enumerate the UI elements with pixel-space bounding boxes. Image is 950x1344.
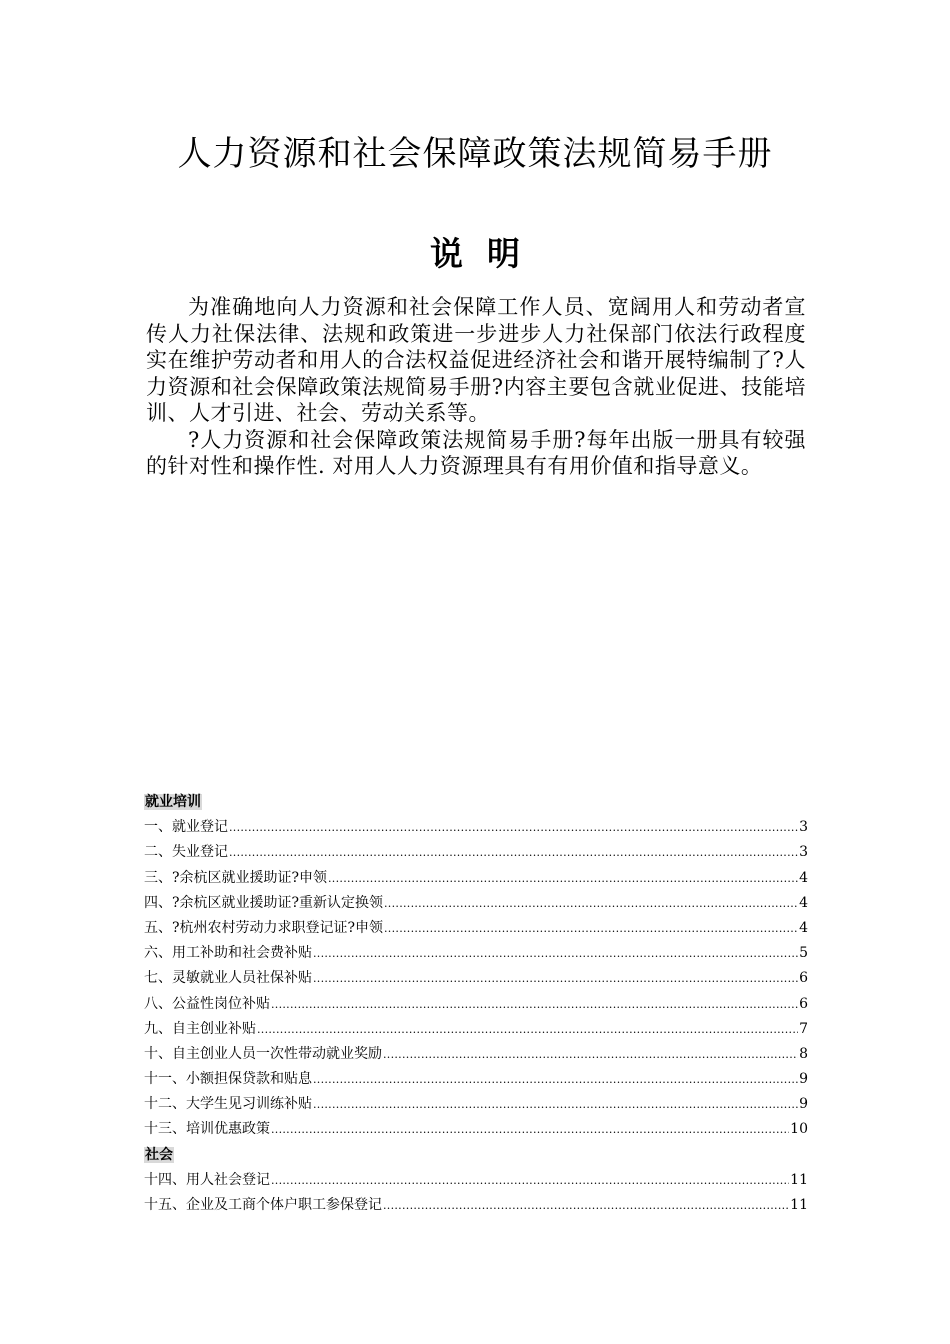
toc-entry-page: 3: [799, 819, 808, 836]
toc-entry-page: 5: [799, 945, 808, 962]
toc-group-heading: [144, 790, 808, 815]
toc-entry-label: 八、公益性岗位补贴: [144, 995, 270, 1012]
toc-entry-page: 8: [799, 1045, 808, 1062]
toc-entry[interactable]: [144, 1092, 808, 1117]
toc-leader: [384, 916, 798, 941]
toc-entry-label: 四、?余杭区就业援助证?重新认定换领: [144, 894, 384, 911]
toc-leader: [229, 815, 798, 840]
document-title: 人力资源和社会保障政策法规简易手册: [177, 134, 773, 174]
toc-entry-page: 4: [799, 869, 808, 886]
toc-leader: [313, 941, 798, 966]
toc-entry-label: 七、灵敏就业人员社保补贴: [144, 970, 312, 987]
toc-entry-label: 三、?余杭区就业援助证?申领: [144, 869, 328, 886]
toc-group-heading-label: 社会: [145, 1146, 173, 1163]
intro-text: [146, 294, 806, 480]
toc-entry-page: 11: [790, 1171, 808, 1188]
toc-leader: [271, 1117, 789, 1142]
toc-entry[interactable]: [144, 941, 808, 966]
toc-entry-label: 六、用工补助和社会费补贴: [144, 945, 312, 962]
toc-leader: [313, 1092, 798, 1117]
toc-entry-page: 9: [799, 1071, 808, 1088]
toc-leader: [383, 1193, 789, 1218]
toc-entry[interactable]: [144, 840, 808, 865]
toc-entry[interactable]: [144, 966, 808, 991]
toc-entry-page: 4: [799, 919, 808, 936]
table-of-contents: [144, 790, 808, 1218]
toc-entry-page: 3: [799, 844, 808, 861]
toc-entry-label: 一、就业登记: [144, 819, 228, 836]
toc-entry-page: 11: [790, 1197, 808, 1213]
toc-group-heading: [144, 1143, 808, 1168]
toc-entry-label: 十、自主创业人员一次性带动就业奖励: [144, 1045, 382, 1062]
toc-entry-page: 7: [799, 1020, 808, 1037]
toc-leader: [257, 1017, 798, 1042]
toc-entry[interactable]: [144, 916, 808, 941]
toc-entry[interactable]: [144, 1042, 808, 1067]
toc-entry-label: 九、自主创业补贴: [144, 1020, 256, 1037]
toc-entry[interactable]: [144, 1193, 808, 1218]
toc-leader: [229, 840, 798, 865]
toc-entry-page: 4: [799, 894, 808, 911]
toc-entry[interactable]: [144, 1067, 808, 1092]
toc-leader: [383, 1042, 798, 1067]
toc-entry[interactable]: [144, 815, 808, 840]
toc-entry[interactable]: [144, 1168, 808, 1193]
toc-entry-page: 10: [790, 1121, 808, 1138]
toc-entry[interactable]: [144, 1117, 808, 1142]
toc-leader: [313, 966, 798, 991]
intro-paragraph: 为准确地向人力资源和社会保障工作人员、宽阔用人和劳动者宣传人力社保法律、法规和政策进一步进步人力社保部门依法行政程度实在维护劳动者和用人的合法权益促进经济社会和谐开展特编制了?人力资源和社会保障政策法规简易手册?内容主要包含就业促进、技能培训、人才引进、社会、劳动关系等。: [146, 295, 806, 425]
toc-entry[interactable]: [144, 891, 808, 916]
toc-group-heading-label: 就业培训: [145, 794, 201, 810]
toc-entry-page: 9: [799, 1096, 808, 1113]
section-title: 说明: [430, 234, 544, 273]
toc-entry-label: 十二、大学生见习训练补贴: [144, 1096, 312, 1113]
intro-paragraph: ?人力资源和社会保障政策法规简易手册?每年出版一册具有较强的针对性和操作性. 对用人人力资源理具有有用价值和指导意义。: [146, 427, 806, 478]
toc-leader: [384, 891, 798, 916]
toc-entry-label: 十三、培训优惠政策: [144, 1121, 270, 1138]
toc-entry-label: 五、?杭州农村劳动力求职登记证?申领: [144, 919, 384, 936]
toc-entry[interactable]: [144, 1017, 808, 1042]
toc-entry-label: 十四、用人社会登记: [144, 1171, 270, 1188]
toc-entry[interactable]: [144, 866, 808, 891]
toc-entry-page: 6: [799, 970, 808, 987]
toc-entry-label: 二、失业登记: [144, 844, 228, 861]
toc-entry-page: 6: [799, 995, 808, 1012]
toc-entry[interactable]: [144, 992, 808, 1017]
toc-entry-label: 十五、企业及工商个体户职工参保登记: [144, 1197, 382, 1213]
toc-leader: [328, 866, 798, 891]
toc-leader: [271, 1168, 789, 1193]
toc-entry-label: 十一、小额担保贷款和贴息: [144, 1071, 312, 1088]
toc-leader: [271, 992, 798, 1017]
toc-leader: [313, 1067, 798, 1092]
